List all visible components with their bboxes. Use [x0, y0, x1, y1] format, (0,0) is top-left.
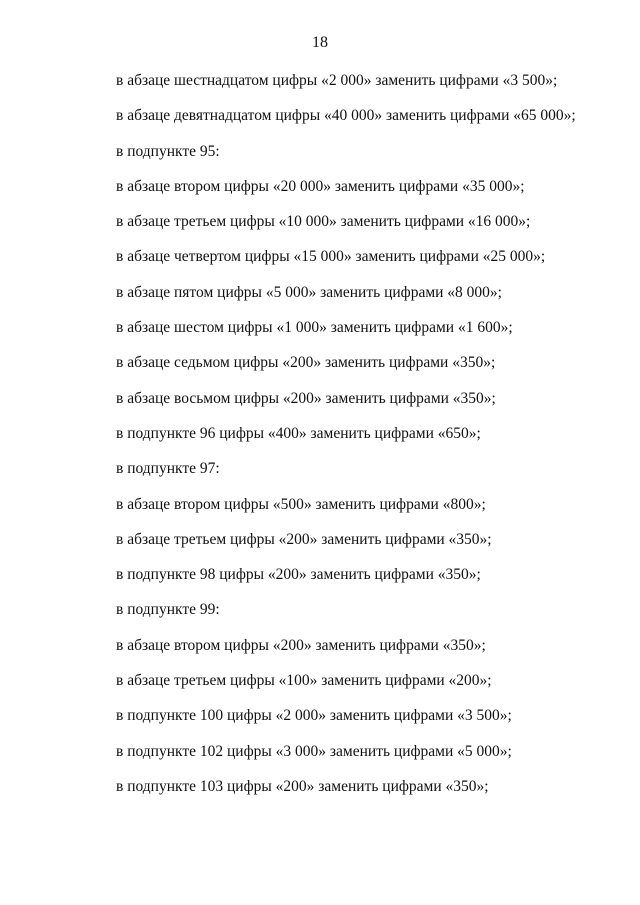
document-line: в абзаце четвертом цифры «15 000» заменить цифрами «25 000»; [116, 248, 546, 266]
document-line: в абзаце втором цифры «200» заменить цифрами «350»; [116, 636, 486, 654]
document-line: в абзаце шестом цифры «1 000» заменить цифрами «1 600»; [116, 319, 513, 337]
document-body [116, 70, 600, 811]
document-line: в подпункте 102 цифры «3 000» заменить цифрами «5 000»; [116, 742, 512, 760]
document-line: в абзаце седьмом цифры «200» заменить цифрами «350»; [116, 354, 496, 372]
document-line: в подпункте 98 цифры «200» заменить цифрами «350»; [116, 566, 481, 584]
document-line: в абзаце втором цифры «20 000» заменить цифрами «35 000»; [116, 177, 525, 195]
document-line: в подпункте 100 цифры «2 000» заменить цифрами «3 500»; [116, 707, 512, 725]
document-line: в абзаце третьем цифры «200» заменить цифрами «350»; [116, 530, 492, 548]
document-line: в абзаце девятнадцатом цифры «40 000» заменить цифрами «65 000»; [116, 107, 576, 125]
page-number: 18 [312, 34, 328, 51]
document-line: в подпункте 103 цифры «200» заменить цифрами «350»; [116, 777, 489, 795]
document-line: в абзаце пятом цифры «5 000» заменить цифрами «8 000»; [116, 283, 502, 301]
document-line: в абзаце третьем цифры «10 000» заменить цифрами «16 000»; [116, 213, 531, 231]
document-line: в подпункте 97: [116, 460, 220, 478]
document-line: в подпункте 99: [116, 601, 220, 619]
document-line: в абзаце третьем цифры «100» заменить цифрами «200»; [116, 672, 492, 690]
document-line: в абзаце восьмом цифры «200» заменить цифрами «350»; [116, 389, 496, 407]
document-line: в подпункте 95: [116, 142, 220, 160]
document-line: в абзаце втором цифры «500» заменить цифрами «800»; [116, 495, 486, 513]
document-line: в абзаце шестнадцатом цифры «2 000» заменить цифрами «3 500»; [116, 72, 558, 89]
document-line: в подпункте 96 цифры «400» заменить цифрами «650»; [116, 424, 481, 442]
